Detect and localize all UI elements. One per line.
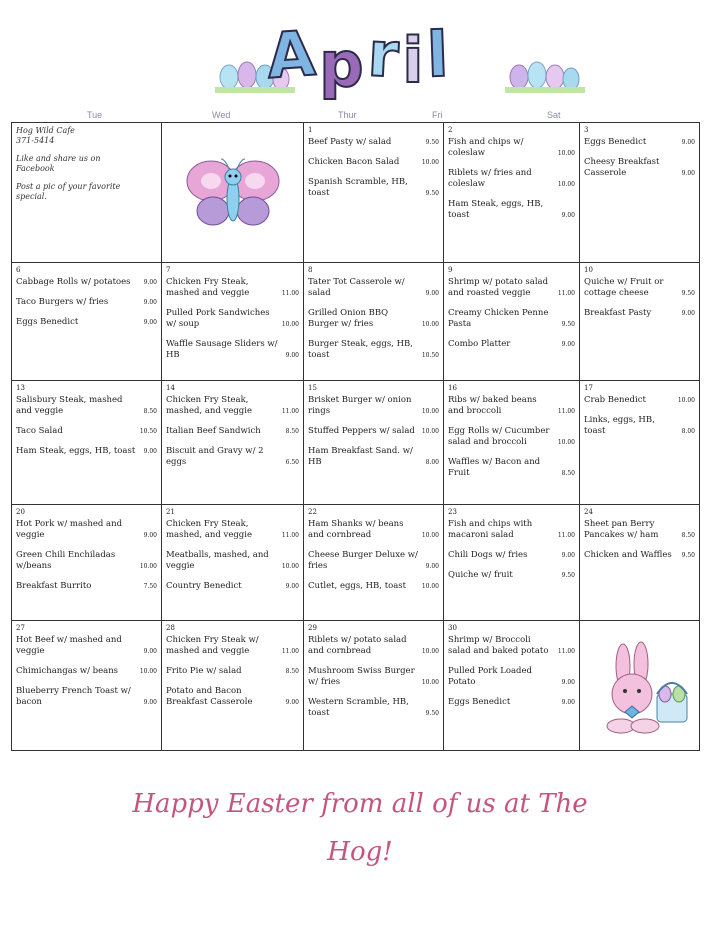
menu-item [166, 339, 299, 361]
calendar-day-cell [580, 263, 700, 381]
calendar-day-cell [162, 505, 304, 621]
day-number: 30 [448, 624, 457, 632]
menu-item-price: 10.50 [421, 352, 439, 359]
day-number: 27 [16, 624, 25, 632]
menu-item-name: Cheese Burger Deluxe w/ fries [308, 550, 418, 571]
day-header: Sat [547, 110, 561, 120]
page-title: April [264, 16, 455, 101]
menu-item-name: Quiche w/ Fruit or cottage cheese [584, 277, 664, 298]
menu-item-price: 11.00 [557, 532, 575, 539]
menu-item-name: Ham Steak, eggs, HB, toast [448, 199, 544, 220]
calendar-day-cell [12, 123, 162, 263]
menu-item-price: 9.50 [561, 572, 575, 579]
menu-item [166, 277, 299, 299]
menu-item [584, 550, 695, 561]
menu-item-price: 9.00 [561, 699, 575, 706]
menu-item [166, 635, 299, 657]
menu-item [448, 199, 575, 221]
menu-item-name: Shrimp w/ potato salad and roasted veggie [448, 277, 549, 298]
menu-item-price: 8.50 [681, 532, 695, 539]
menu-item-price: 9.50 [561, 321, 575, 328]
menu-item-price: 9.00 [681, 310, 695, 317]
menu-item [448, 137, 575, 159]
menu-item [448, 308, 575, 330]
menu-item [308, 339, 439, 361]
menu-item [308, 157, 439, 168]
menu-item [16, 446, 157, 457]
menu-item [16, 395, 157, 417]
menu-item [584, 519, 695, 541]
menu-item-price: 9.00 [143, 532, 157, 539]
day-header: Thur [338, 110, 357, 120]
day-number: 22 [308, 508, 317, 516]
menu-item-price: 9.00 [285, 352, 299, 359]
menu-item [308, 635, 439, 657]
menu-item [448, 395, 575, 417]
menu-item [584, 395, 695, 406]
menu-item-name: Salisbury Steak, mashed and veggie [16, 395, 123, 416]
menu-item [448, 697, 575, 708]
menu-item [308, 177, 439, 199]
menu-item-name: Beef Pasty w/ salad [308, 137, 392, 147]
menu-item [308, 137, 439, 148]
day-number: 16 [448, 384, 457, 392]
menu-item-price: 11.00 [557, 648, 575, 655]
day-number: 29 [308, 624, 317, 632]
calendar-day-cell [162, 381, 304, 505]
menu-item-price: 10.00 [281, 321, 299, 328]
calendar-day-cell [580, 123, 700, 263]
menu-item-name: Waffle Sausage Sliders w/ HB [166, 339, 278, 360]
menu-item [166, 581, 299, 592]
menu-item-price: 9.00 [143, 699, 157, 706]
menu-item-name: Links, eggs, HB, toast [584, 415, 655, 436]
menu-item [448, 168, 575, 190]
menu-item-price: 8.50 [561, 470, 575, 477]
day-number: 3 [584, 126, 589, 134]
calendar-day-cell [162, 123, 304, 263]
day-number: 1 [308, 126, 313, 134]
menu-item [16, 426, 157, 437]
day-header: Wed [212, 110, 231, 120]
menu-item [308, 277, 439, 299]
menu-item-price: 9.00 [561, 212, 575, 219]
menu-item [16, 635, 157, 657]
menu-item [584, 157, 695, 179]
day-header: Fri [432, 110, 443, 120]
menu-item-price: 10.00 [557, 439, 575, 446]
menu-item [448, 570, 575, 581]
header [0, 0, 720, 110]
calendar-day-cell [162, 263, 304, 381]
menu-item-price: 9.50 [425, 710, 439, 717]
menu-item-name: Chicken Fry Steak, mashed and veggie [166, 277, 250, 298]
calendar-day-cell [580, 505, 700, 621]
menu-item-price: 9.00 [561, 341, 575, 348]
menu-item-name: Egg Rolls w/ Cucumber salad and broccoli [448, 426, 550, 447]
cafe-info-line: Facebook [16, 164, 55, 173]
menu-item [308, 426, 439, 437]
cafe-info-line [16, 174, 157, 182]
menu-item-name: Shrimp w/ Broccoli salad and baked potato [448, 635, 549, 656]
menu-item-name: Grilled Onion BBQ Burger w/ fries [308, 308, 389, 329]
day-number: 28 [166, 624, 175, 632]
menu-item [16, 686, 157, 708]
calendar-day-cell [444, 123, 580, 263]
menu-item-name: Cabbage Rolls w/ potatoes [16, 277, 131, 287]
menu-item-name: Fish and chips with macaroni salad [448, 519, 533, 540]
menu-item-price: 11.00 [281, 290, 299, 297]
menu-item-price: 9.00 [425, 563, 439, 570]
menu-item-name: Blueberry French Toast w/ bacon [16, 686, 131, 707]
menu-item-name: Ham Steak, eggs, HB, toast [16, 446, 136, 456]
menu-item [308, 308, 439, 330]
menu-item-name: Chicken Fry Steak, mashed, and veggie [166, 395, 252, 416]
menu-item-price: 10.00 [421, 321, 439, 328]
menu-item-name: Eggs Benedict [16, 317, 79, 327]
menu-item-name: Taco Burgers w/ fries [16, 297, 109, 307]
menu-item-price: 10.00 [421, 428, 439, 435]
easter-bunny-icon [584, 624, 695, 747]
menu-item [308, 697, 439, 719]
menu-item-price: 8.50 [285, 668, 299, 675]
menu-item-name: Taco Salad [16, 426, 63, 436]
cafe-info-line: Post a pic of your favorite [16, 182, 121, 191]
menu-item [166, 666, 299, 677]
menu-item-name: Creamy Chicken Penne Pasta [448, 308, 549, 329]
menu-item-name: Pulled Pork Sandwiches w/ soup [166, 308, 270, 329]
menu-item-name: Eggs Benedict [584, 137, 647, 147]
butterfly-icon [166, 126, 299, 259]
calendar-day-cell [304, 263, 444, 381]
day-number: 8 [308, 266, 313, 274]
calendar-day-cell [444, 505, 580, 621]
day-number: 15 [308, 384, 317, 392]
menu-item [16, 666, 157, 677]
menu-item-price: 10.00 [421, 648, 439, 655]
menu-item-price: 9.00 [143, 299, 157, 306]
menu-item [448, 519, 575, 541]
calendar-day-cell [444, 381, 580, 505]
menu-item-price: 10.00 [677, 397, 695, 404]
menu-item-name: Italian Beef Sandwich [166, 426, 261, 436]
calendar-day-cell [580, 381, 700, 505]
menu-item [448, 426, 575, 448]
day-number: 24 [584, 508, 593, 516]
menu-item-price: 10.00 [139, 563, 157, 570]
menu-item-name: Fish and chips w/ coleslaw [448, 137, 524, 158]
menu-item-price: 9.50 [681, 552, 695, 559]
menu-item [166, 519, 299, 541]
day-number: 6 [16, 266, 21, 274]
menu-item [308, 395, 439, 417]
menu-item [16, 519, 157, 541]
day-number: 2 [448, 126, 453, 134]
menu-item-price: 10.00 [557, 181, 575, 188]
menu-item-name: Potato and Bacon Breakfast Casserole [166, 686, 253, 707]
menu-item-name: Mushroom Swiss Burger w/ fries [308, 666, 415, 687]
menu-calendar [11, 122, 700, 751]
menu-item [166, 446, 299, 468]
menu-item [16, 550, 157, 572]
menu-item-price: 9.50 [681, 290, 695, 297]
menu-item-name: Chicken and Waffles [584, 550, 672, 560]
menu-item-price: 9.00 [285, 699, 299, 706]
menu-item-name: Brisket Burger w/ onion rings [308, 395, 412, 416]
menu-item [166, 308, 299, 330]
menu-item-name: Spanish Scramble, HB, toast [308, 177, 408, 198]
menu-item-price: 10.00 [139, 668, 157, 675]
menu-item-price: 9.50 [425, 139, 439, 146]
menu-item [308, 666, 439, 688]
menu-item-price: 10.00 [421, 408, 439, 415]
day-number: 7 [166, 266, 171, 274]
menu-item-name: Cutlet, eggs, HB, toast [308, 581, 407, 591]
menu-item-price: 8.00 [425, 459, 439, 466]
menu-item-name: Ham Breakfast Sand. w/ HB [308, 446, 413, 467]
menu-item-name: Burger Steak, eggs, HB, toast [308, 339, 413, 360]
calendar-week [12, 123, 700, 263]
menu-item-price: 11.00 [281, 532, 299, 539]
cafe-info [16, 126, 157, 202]
menu-item [166, 686, 299, 708]
menu-item-price: 10.00 [421, 532, 439, 539]
menu-item-price: 8.50 [285, 428, 299, 435]
menu-item-price: 6.50 [285, 459, 299, 466]
menu-item-price: 9.50 [425, 190, 439, 197]
menu-item [448, 339, 575, 350]
day-number: 13 [16, 384, 25, 392]
menu-item-price: 10.50 [139, 428, 157, 435]
menu-item-name: Biscuit and Gravy w/ 2 eggs [166, 446, 264, 467]
menu-item [448, 277, 575, 299]
calendar-day-cell [304, 621, 444, 751]
menu-item [448, 666, 575, 688]
menu-item-name: Hot Pork w/ mashed and veggie [16, 519, 123, 540]
menu-item-price: 11.00 [557, 290, 575, 297]
menu-item-name: Sheet pan Berry Pancakes w/ ham [584, 519, 659, 540]
footer-line: Hog! [327, 837, 393, 867]
calendar-day-cell [12, 505, 162, 621]
menu-item [584, 137, 695, 148]
menu-item-price: 11.00 [281, 408, 299, 415]
menu-item [308, 550, 439, 572]
calendar-day-cell [580, 621, 700, 751]
day-number: 14 [166, 384, 175, 392]
menu-item [166, 395, 299, 417]
menu-item-name: Quiche w/ fruit [448, 570, 513, 580]
cafe-info-line: special. [16, 192, 47, 201]
menu-item-name: Meatballs, mashed, and veggie [166, 550, 269, 571]
menu-item-price: 7.50 [143, 583, 157, 590]
menu-item-name: Chicken Fry Steak, mashed, and veggie [166, 519, 252, 540]
day-number: 10 [584, 266, 593, 274]
menu-item-price: 10.00 [421, 583, 439, 590]
menu-item-price: 9.00 [143, 319, 157, 326]
cafe-info-line: 371-5414 [16, 136, 55, 145]
menu-item-name: Breakfast Pasty [584, 308, 652, 318]
menu-item [16, 317, 157, 328]
day-number: 17 [584, 384, 593, 392]
menu-item-name: Chicken Fry Steak w/ mashed and veggie [166, 635, 259, 656]
menu-item [308, 581, 439, 592]
calendar-week [12, 263, 700, 381]
calendar-week [12, 621, 700, 751]
menu-item-name: Chili Dogs w/ fries [448, 550, 528, 560]
calendar-week [12, 505, 700, 621]
menu-item-price: 9.00 [681, 139, 695, 146]
menu-item [584, 277, 695, 299]
menu-item-price: 10.00 [557, 150, 575, 157]
menu-item-name: Eggs Benedict [448, 697, 511, 707]
menu-item-price: 9.00 [285, 583, 299, 590]
menu-item [448, 457, 575, 479]
footer-message [0, 780, 720, 876]
menu-item [16, 277, 157, 288]
menu-item [308, 519, 439, 541]
day-number: 23 [448, 508, 457, 516]
menu-item-name: Ribs w/ baked beans and broccoli [448, 395, 537, 416]
menu-item [308, 446, 439, 468]
menu-item-name: Stuffed Peppers w/ salad [308, 426, 415, 436]
menu-item [166, 550, 299, 572]
day-header: Tue [87, 110, 103, 120]
cafe-info-line: Hog Wild Cafe [16, 126, 75, 135]
menu-item-name: Waffles w/ Bacon and Fruit [448, 457, 541, 478]
menu-item-name: Riblets w/ potato salad and cornbread [308, 635, 407, 656]
menu-item-name: Cheesy Breakfast Casserole [584, 157, 660, 178]
menu-item-name: Frito Pie w/ salad [166, 666, 242, 676]
cafe-info-line: Like and share us on [16, 154, 101, 163]
menu-item-price: 8.50 [143, 408, 157, 415]
menu-item-price: 10.00 [421, 159, 439, 166]
day-number: 20 [16, 508, 25, 516]
calendar-day-cell [444, 263, 580, 381]
menu-item-name: Chicken Bacon Salad [308, 157, 400, 167]
menu-item-name: Ham Shanks w/ beans and cornbread [308, 519, 404, 540]
menu-item [16, 581, 157, 592]
menu-item [584, 308, 695, 319]
menu-item [448, 550, 575, 561]
menu-item-name: Chimichangas w/ beans [16, 666, 119, 676]
menu-item-price: 9.00 [143, 648, 157, 655]
menu-item-name: Pulled Pork Loaded Potato [448, 666, 532, 687]
menu-item-price: 11.00 [557, 408, 575, 415]
menu-item-price: 9.00 [561, 552, 575, 559]
menu-item-price: 9.00 [425, 290, 439, 297]
menu-item-name: Riblets w/ fries and coleslaw [448, 168, 532, 189]
calendar-day-cell [304, 505, 444, 621]
calendar-week [12, 381, 700, 505]
calendar-day-cell [304, 381, 444, 505]
calendar-day-cell [162, 621, 304, 751]
calendar-day-cell [12, 263, 162, 381]
menu-item-name: Breakfast Burrito [16, 581, 92, 591]
menu-item-price: 11.00 [281, 648, 299, 655]
menu-item-name: Hot Beef w/ mashed and veggie [16, 635, 122, 656]
calendar-day-cell [12, 381, 162, 505]
menu-item-price: 10.00 [281, 563, 299, 570]
menu-item-name: Green Chili Enchiladas w/beans [16, 550, 116, 571]
menu-item-price: 9.00 [681, 170, 695, 177]
calendar-day-cell [12, 621, 162, 751]
cafe-info-line [16, 146, 157, 154]
menu-item-price: 9.00 [143, 448, 157, 455]
menu-item [166, 426, 299, 437]
menu-item-name: Crab Benedict [584, 395, 646, 405]
menu-item-price: 10.00 [421, 679, 439, 686]
menu-item [584, 415, 695, 437]
menu-item-price: 8.00 [681, 428, 695, 435]
day-number: 9 [448, 266, 453, 274]
menu-item-price: 9.00 [143, 279, 157, 286]
menu-item-name: Tater Tot Casserole w/ salad [308, 277, 405, 298]
menu-item [448, 635, 575, 657]
footer-line: Happy Easter from all of us at The [132, 789, 588, 819]
menu-item-name: Combo Platter [448, 339, 511, 349]
menu-item-name: Country Benedict [166, 581, 242, 591]
calendar-day-cell [304, 123, 444, 263]
calendar-day-cell [444, 621, 580, 751]
menu-item [16, 297, 157, 308]
menu-item-price: 9.00 [561, 679, 575, 686]
menu-item-name: Western Scramble, HB, toast [308, 697, 409, 718]
day-number: 21 [166, 508, 175, 516]
